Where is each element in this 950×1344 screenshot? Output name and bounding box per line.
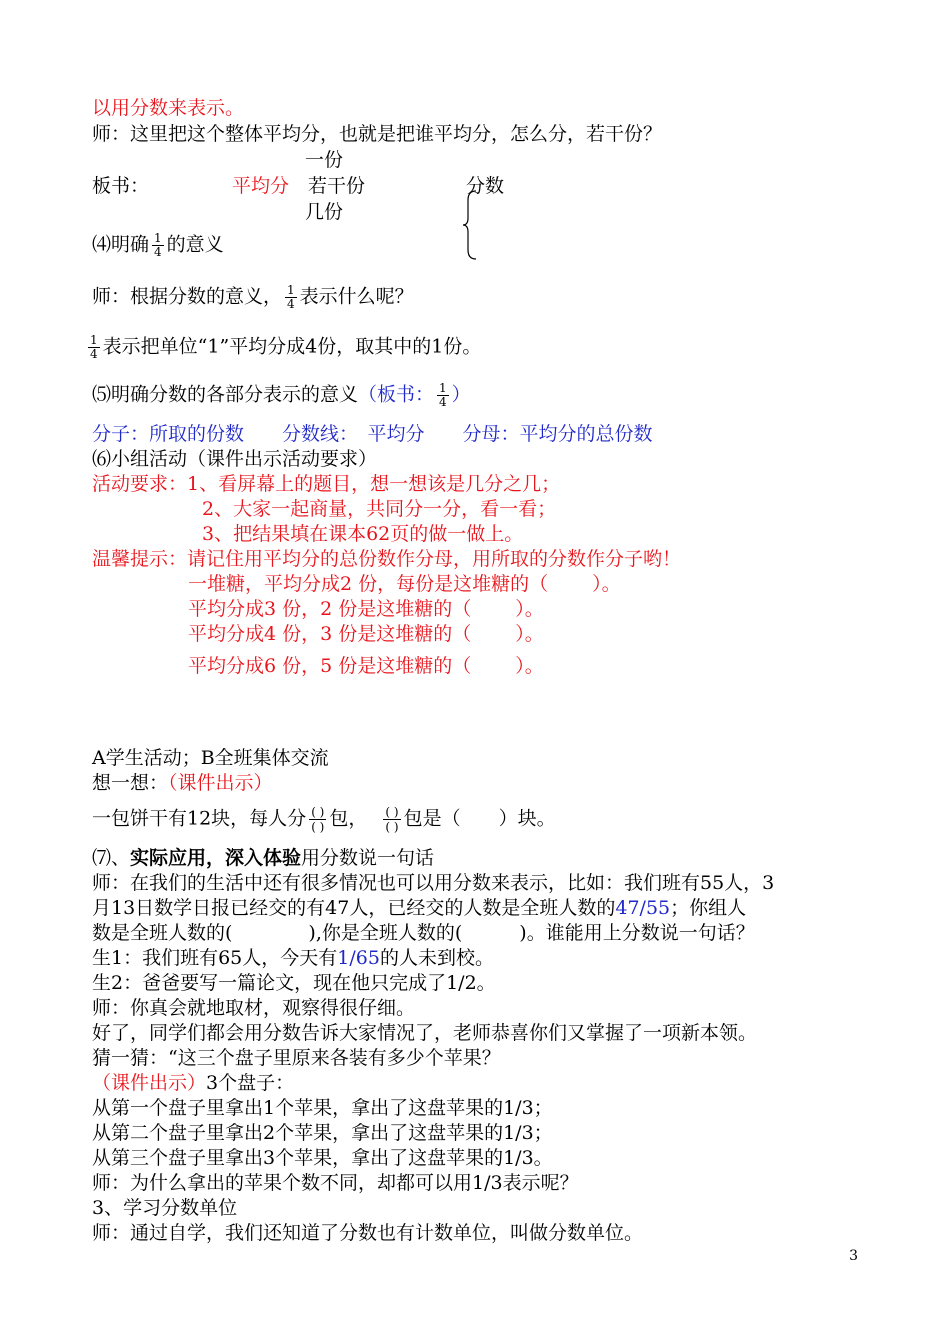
- answer-text: 表示把单位“1”平均分成4份，取其中的1份。: [102, 335, 482, 358]
- text-line: 从第三个盘子里拿出3个苹果，拿出了这盘苹果的1/3。: [92, 1147, 553, 1169]
- fraction-den: 4: [287, 297, 295, 311]
- section-7-prefix: ⑺、: [92, 847, 131, 869]
- plates-text: 3个盘子：: [206, 1072, 295, 1094]
- text-line: 好了，同学们都会用分数告诉大家情况了，老师恭喜你们又掌握了一项新本领。: [92, 1022, 758, 1044]
- plates-line: [92, 1071, 294, 1095]
- section-7-suffix: 用分数说一句话: [301, 847, 435, 869]
- page-number: 3: [849, 1248, 858, 1264]
- st1-fraction: 1/65: [337, 947, 380, 969]
- text-line: 猜一猜：“这三个盘子里原来各装有多少个苹果？: [92, 1047, 501, 1069]
- fraction-den: 4: [154, 245, 162, 259]
- board-several: 若干份: [308, 175, 366, 197]
- exercise-3: 平均分成4 份，3 份是这堆糖的（ ）。: [188, 623, 544, 645]
- brace-icon: [462, 190, 478, 260]
- section-7-bold: 实际应用，深入体验: [130, 847, 302, 869]
- section-4: [92, 232, 224, 259]
- blank-num: ( ): [385, 805, 399, 819]
- think-prefix: 想一想：: [92, 772, 169, 794]
- board-how-many: 几份: [305, 201, 344, 223]
- section-5-prefix: ⑸明确分数的各部分表示的意义: [92, 383, 359, 406]
- plates-red: （课件出示）: [92, 1072, 207, 1094]
- activity-ab: A学生活动；B全班集体交流: [92, 747, 329, 769]
- think-line: [92, 771, 273, 795]
- question-prefix: 师：根据分数的意义，: [92, 285, 283, 308]
- section-5: [92, 382, 471, 409]
- text-line: 数是全班人数的( ),你是全班人数的( )。谁能用上分数说一句话？: [92, 922, 755, 944]
- fraction-den: 4: [439, 395, 447, 409]
- text-line: 以用分数来表示。: [92, 97, 245, 119]
- text-line: 从第一个盘子里拿出1个苹果，拿出了这盘苹果的1/3；: [92, 1097, 553, 1119]
- st1-a: 生1：我们班有65人，今天有: [92, 947, 338, 969]
- exercise-1: 一堆糖，平均分成2 份，每份是这堆糖的（ ）。: [188, 573, 621, 595]
- blank-num: ( ): [311, 805, 325, 819]
- biscuit-line: [92, 805, 556, 834]
- requirement-1: 活动要求：1、看屏幕上的题目，想一想该是几分之几；: [92, 473, 561, 495]
- fraction-den: 4: [90, 347, 98, 361]
- text-line: [92, 896, 746, 920]
- fraction-one-quarter: [285, 284, 297, 311]
- text-line: 师：这里把这个整体平均分，也就是把谁平均分，怎么分，若干份？: [92, 123, 663, 145]
- section-6: ⑹小组活动（课件出示活动要求）: [92, 448, 378, 470]
- text-line: 师：你真会就地取材，观察得很仔细。: [92, 997, 416, 1019]
- biscuit-b: 包，: [329, 807, 368, 830]
- answer-line: [88, 334, 481, 361]
- blank-den: ( ): [385, 820, 399, 834]
- board-fraction: 分数: [466, 175, 505, 197]
- section-5-close: ）: [451, 383, 471, 406]
- requirement-3: 3、把结果填在课本62页的做一做上。: [202, 523, 524, 545]
- section-7: [92, 846, 434, 870]
- exercise-2: 平均分成3 份，2 份是这堆糖的（ ）。: [188, 598, 544, 620]
- board-avg: 平均分: [232, 175, 290, 197]
- question-line: [92, 284, 414, 311]
- p2-a: 月13日数学日报已经交的有47人，已经交的人数是全班人数的: [92, 897, 616, 919]
- st1-b: 的人未到校。: [379, 947, 494, 969]
- text-line: 师：通过自学，我们还知道了分数也有计数单位，叫做分数单位。: [92, 1222, 644, 1244]
- fraction-num: 1: [439, 381, 447, 395]
- fraction-one-quarter: [152, 232, 164, 259]
- fraction-num: 1: [154, 231, 162, 245]
- fraction-one-quarter: [437, 382, 449, 409]
- tip: 温馨提示：请记住用平均分的总份数作分母，用所取的分数作分子哟！: [92, 548, 682, 570]
- fraction-parts: 分子：所取的份数 分数线： 平均分 分母：平均分的总份数: [92, 423, 653, 445]
- section-4-prefix: ⑷明确: [92, 233, 150, 256]
- student-2: 生2：爸爸要写一篇论文，现在他只完成了1/2。: [92, 972, 496, 994]
- text-line: 从第二个盘子里拿出2个苹果，拿出了这盘苹果的1/3；: [92, 1122, 553, 1144]
- blank-den: ( ): [311, 820, 325, 834]
- text-line: 3、学习分数单位: [92, 1197, 238, 1219]
- p2-fraction: 47/55: [615, 897, 671, 919]
- board-label: 板书：: [92, 175, 150, 197]
- question-suffix: 表示什么呢？: [299, 285, 414, 308]
- blank-fraction: [309, 805, 326, 834]
- section-4-suffix: 的意义: [166, 233, 224, 256]
- requirement-2: 2、大家一起商量，共同分一分，看一看；: [202, 498, 557, 520]
- exercise-4: 平均分成6 份，5 份是这堆糖的（ ）。: [188, 655, 544, 677]
- p2-b: ；你组人: [670, 897, 747, 919]
- biscuit-c: 包是（ ）块。: [403, 807, 556, 830]
- section-5-board: （板书：: [358, 383, 435, 406]
- blank-fraction: [383, 805, 400, 834]
- think-red: （课件出示）: [168, 772, 273, 794]
- student-1: [92, 946, 494, 970]
- biscuit-a: 一包饼干有12块，每人分: [92, 807, 307, 830]
- text-line: 师：为什么拿出的苹果个数不同，却都可以用1/3表示呢？: [92, 1172, 579, 1194]
- fraction-num: 1: [90, 333, 98, 347]
- fraction-num: 1: [287, 283, 295, 297]
- fraction-one-quarter: [88, 334, 100, 361]
- text-line: 师：在我们的生活中还有很多情况也可以用分数来表示，比如：我们班有55人，3: [92, 872, 775, 894]
- board-one: 一份: [305, 149, 344, 171]
